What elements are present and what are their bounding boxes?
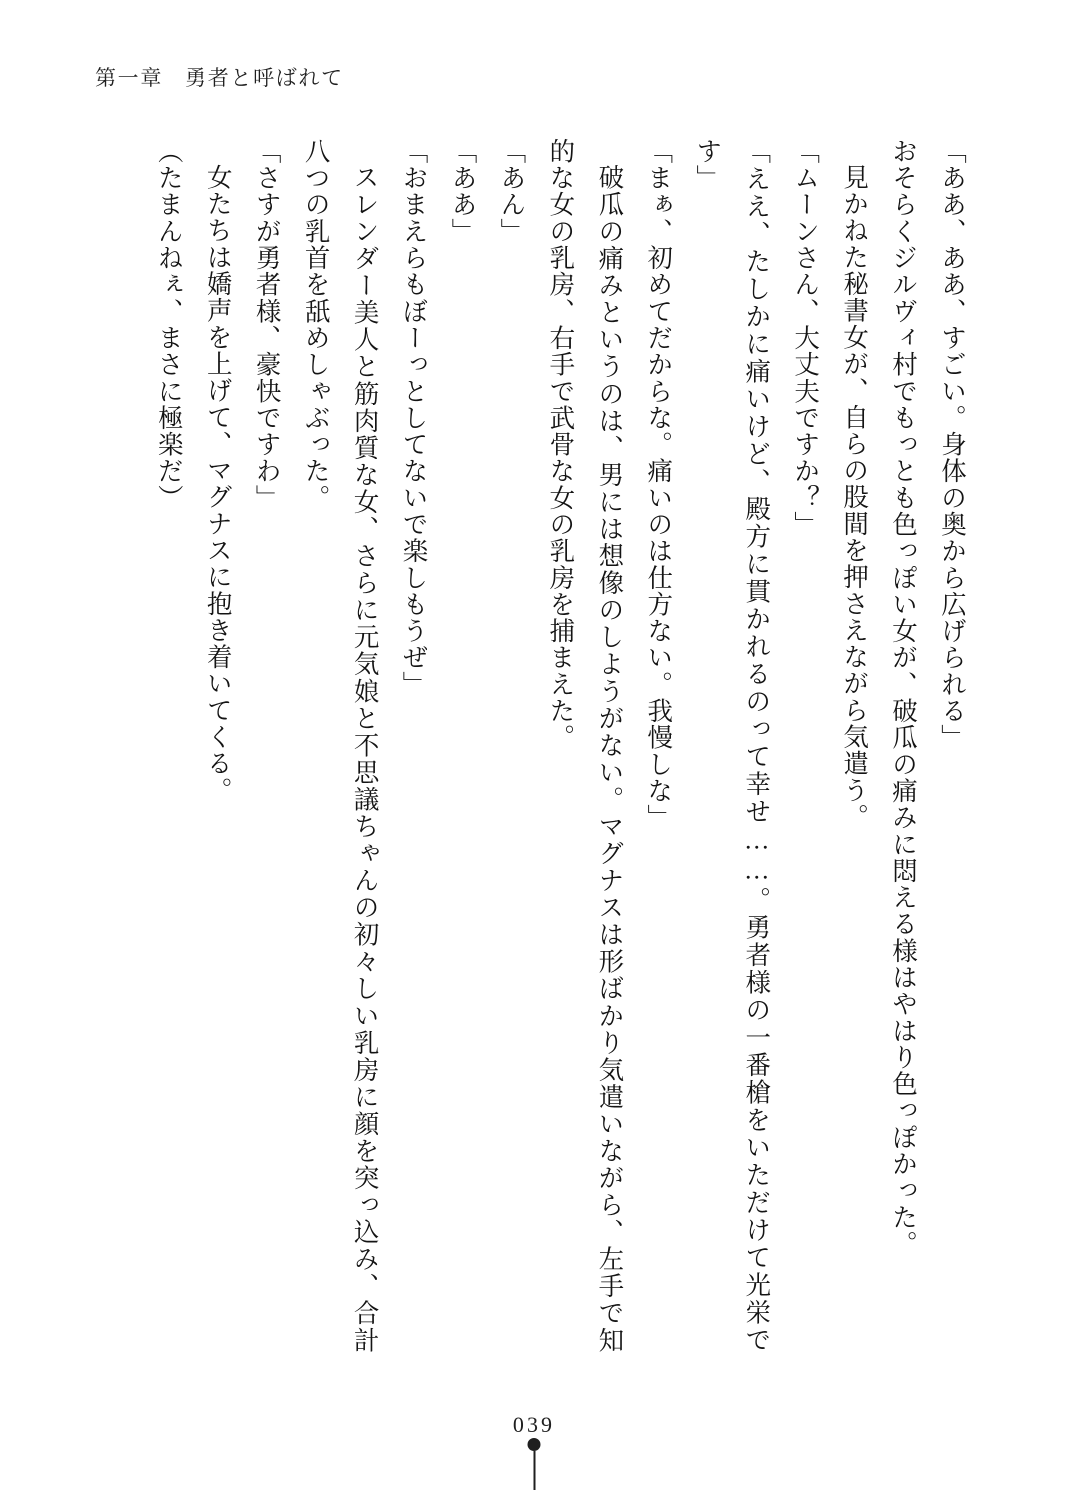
page-number: 039 bbox=[512, 1412, 556, 1437]
paragraph: 「さすが勇者様、豪快ですわ」 bbox=[252, 138, 282, 512]
folio-marker-dot bbox=[528, 1438, 541, 1451]
paragraph: 「ああ」 bbox=[448, 138, 478, 245]
paragraph: 「ああ、ああ、すごい。身体の奥から広げられる」 bbox=[938, 138, 967, 751]
paragraph: 破瓜の痛みというのは、男には想像のしようがない。マグナスは形ばかり気遣いながら、左手で知的な女の乳房、右手で武骨な女の乳房を捕まえた。 bbox=[546, 138, 625, 1353]
paragraph: 「ええ、たしかに痛いけど、殿方に貫かれるのって幸せ……。勇者様の一番槍をいただけて光栄です」 bbox=[693, 138, 772, 1353]
paragraph: 見かねた秘書女が、自らの股間を押さえながら気遣う。 bbox=[840, 163, 870, 830]
paragraph: おそらくジルヴィ村でもっとも色っぽい女が、破瓜の痛みに悶える様はやはり色っぽかった。 bbox=[889, 138, 919, 1258]
paragraph: 女たちは嬌声を上げて、マグナスに抱き着いてくる。 bbox=[203, 163, 233, 804]
folio-marker-icon bbox=[528, 1438, 541, 1490]
body-text bbox=[146, 138, 976, 1353]
running-header bbox=[95, 62, 344, 92]
paragraph: 「おまえらもぼーっとしてないで楽しもうぜ」 bbox=[399, 138, 429, 698]
paragraph: 「まぁ、初めてだからな。痛いのは仕方ない。我慢しな」 bbox=[644, 138, 674, 831]
paragraph: 「あん」 bbox=[497, 138, 527, 245]
paragraph: 「ムーンさん、大丈夫ですか？」 bbox=[791, 138, 821, 538]
chapter-title: 勇者と呼ばれて bbox=[185, 66, 344, 90]
paragraph: スレンダー美人と筋肉質な女、さらに元気娘と不思議ちゃんの初々しい乳房に顔を突っ込み、合計八つの乳首を舐めしゃぶった。 bbox=[301, 138, 380, 1353]
chapter-number: 第一章 bbox=[95, 66, 164, 90]
folio-marker-stem bbox=[533, 1451, 535, 1490]
paragraph: （たまんねぇ、まさに極楽だ） bbox=[154, 138, 184, 512]
